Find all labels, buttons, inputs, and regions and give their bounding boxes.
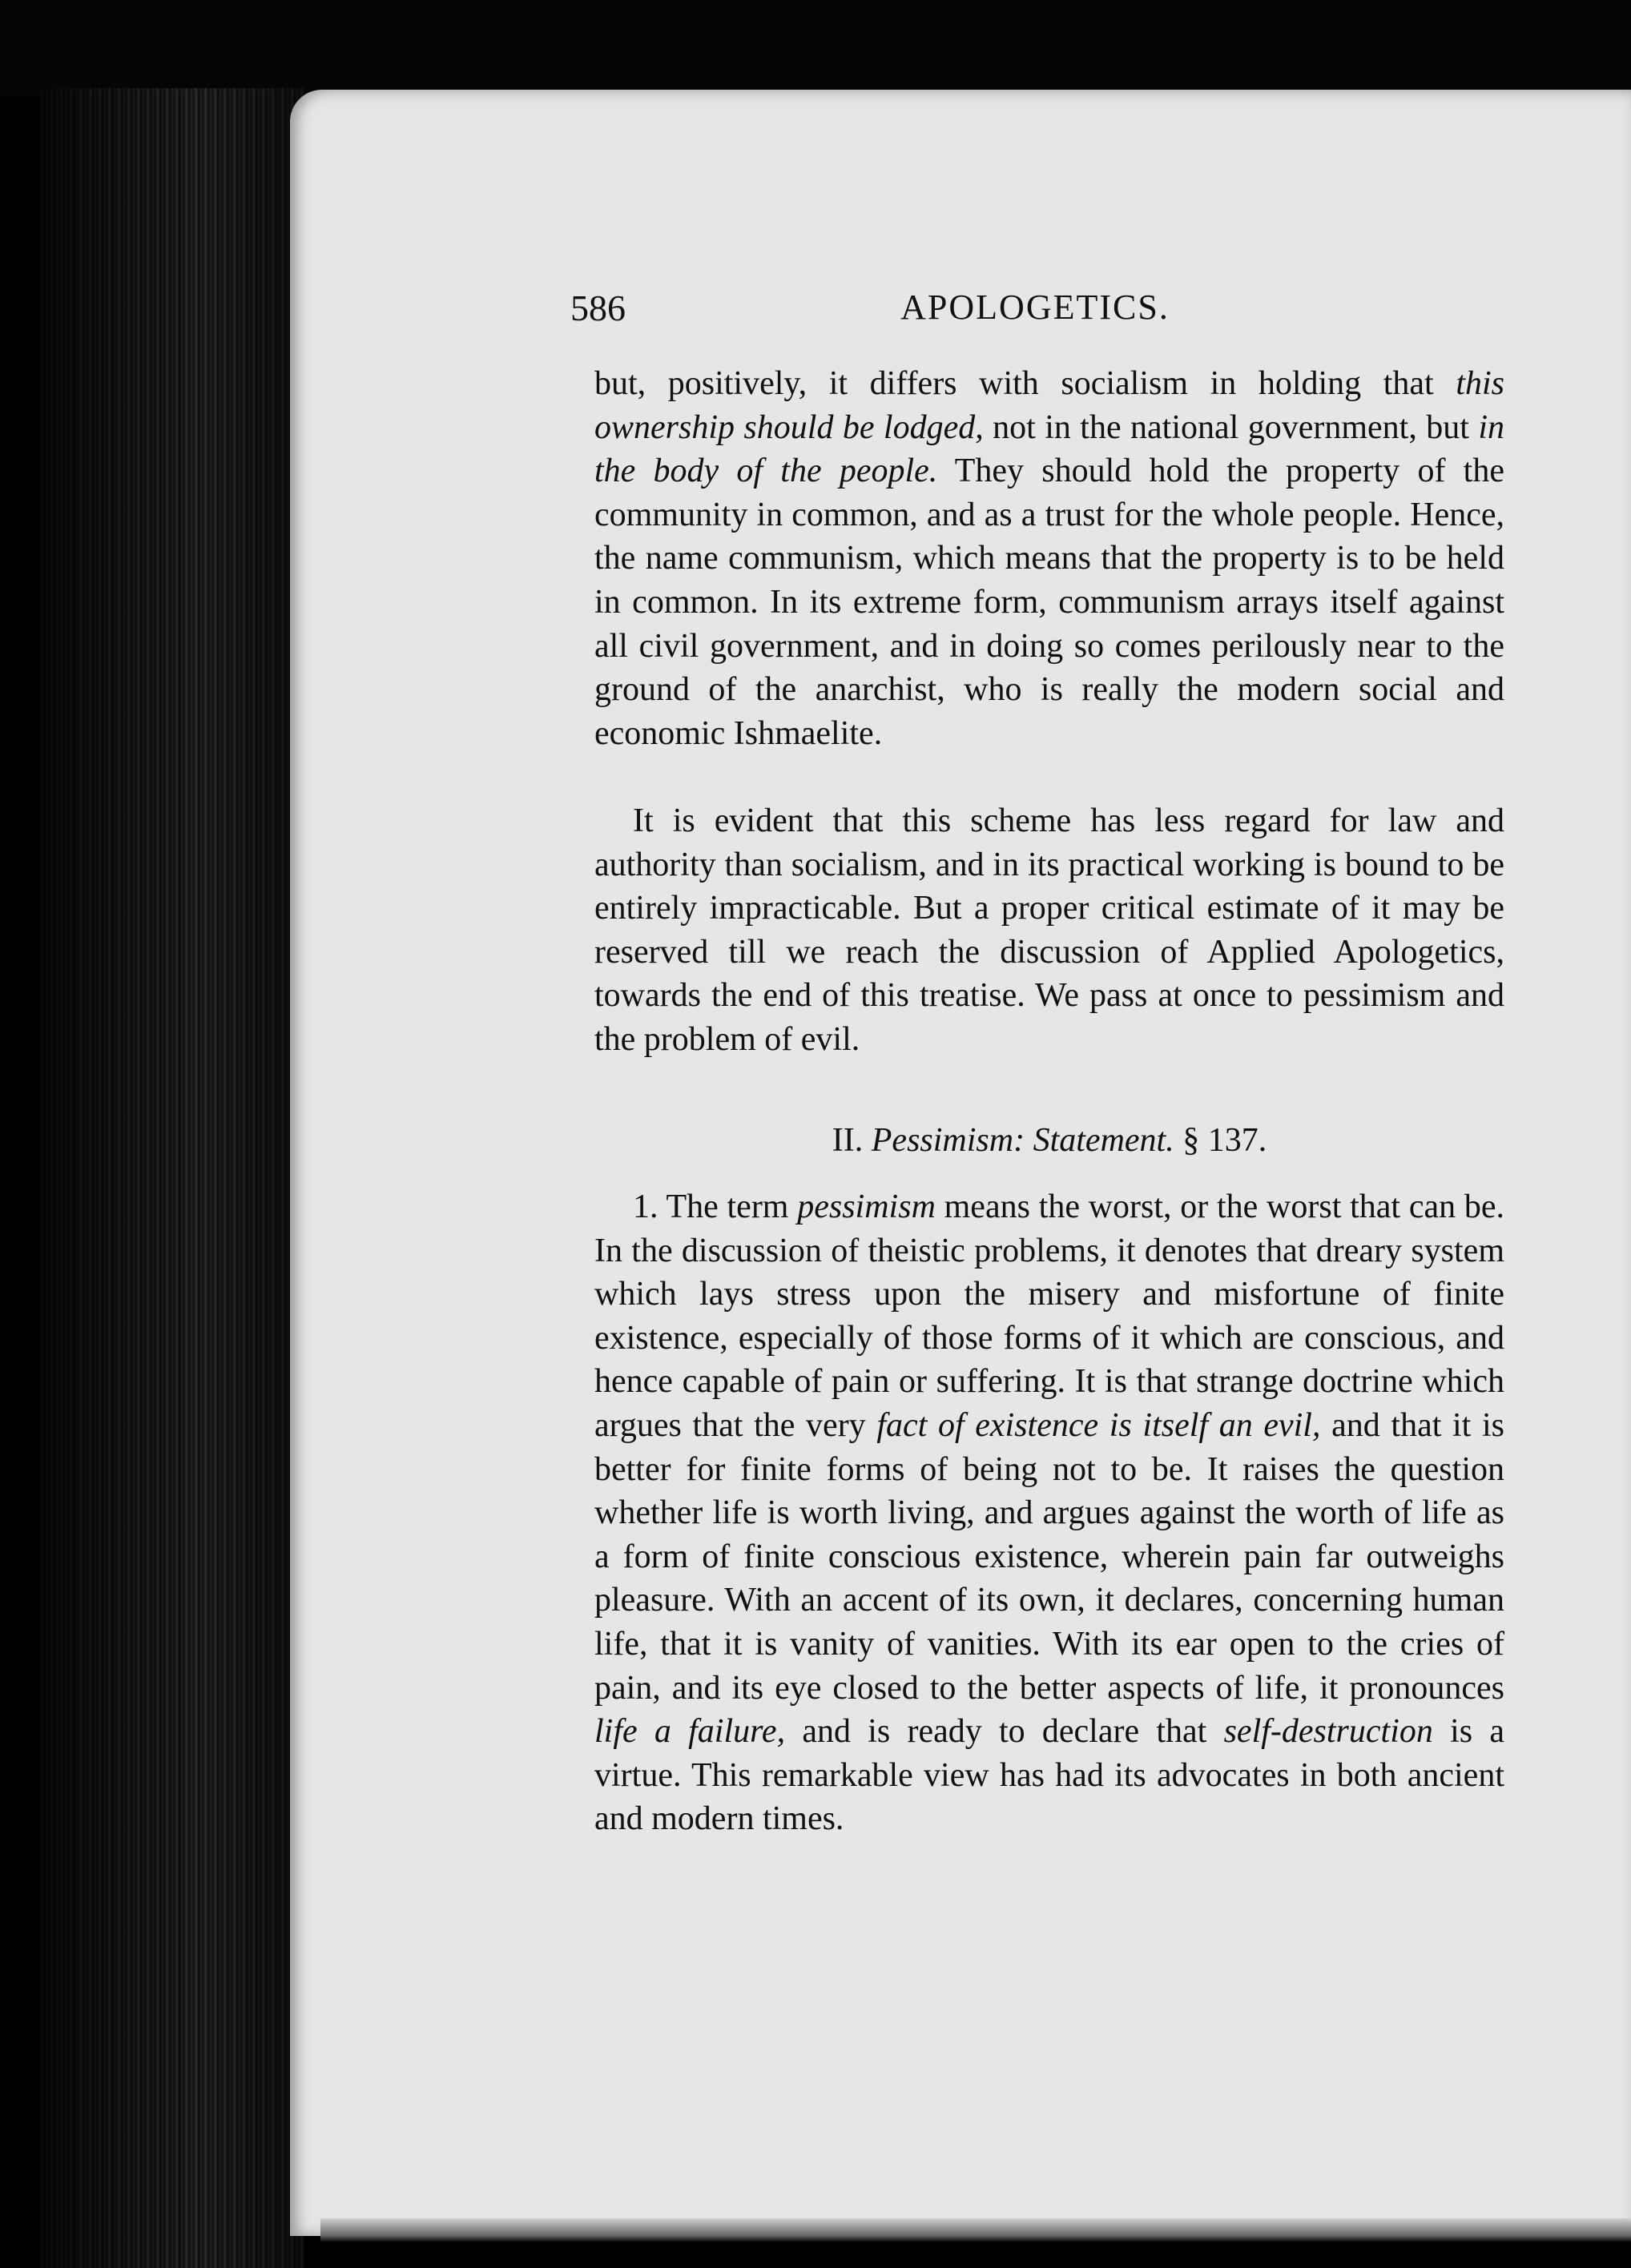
paragraph-1-text-b: not in the national government, but [983,408,1479,446]
paragraph-1-text-a: but, positively, it differs with socialism in holding that [594,365,1456,402]
paragraph-3-text-c: and that it is better for finite forms of being not to be. It raises the question whether life is worth living, and argues against the worth of life as a form of finite conscious existence, wherein pain far outweighs pleasure. With an accent of its own, it declares, concerning human life, that it is vanity of vanities. With its ear open to the cries of pain, and its eye closed to the better aspects of life, it pronounces [594,1406,1504,1707]
page-bottom-edge [320,2218,1631,2242]
paragraph-1-emphasis-a: this ownership should be lodged, [594,365,1504,446]
paragraph-1-text-c: They should hold the property of the community in common, and as a trust for the whole people. Hence, the name communism, which means that the property is to be held in common. In its extreme form, communism arrays itself against all civil government, and in doing so comes perilously near to the ground of the anarchist, who is really the modern social and economic Ishmaelite. [594,452,1504,752]
paragraph-3-emphasis-a: pessimism [797,1188,936,1225]
paragraph-1-emphasis-b: in the body of the people. [594,408,1504,490]
section-heading-title: Pessimism: Statement. [871,1122,1174,1159]
paragraph-3 [594,1185,1504,1841]
paragraph-3-emphasis-b: fact of existence is itself an evil, [876,1406,1321,1444]
section-heading [594,1121,1504,1160]
paragraph-3-text-a: 1. The term [633,1188,798,1225]
scan-background [0,0,1631,96]
page-number: 586 [570,288,626,328]
paragraph-3-emphasis-c: life a failure, [594,1713,786,1751]
paragraph-3-text-b: means the worst, or the worst that can be. In the discussion of theistic problems, it denotes that dreary system which lays stress upon the misery and misfortune of finite existence, especially of those forms of it which are conscious, and hence capable of pain or suffering. It is that strange doctrine which argues that the very [594,1188,1504,1444]
paragraph-3-text-d: and is ready to declare that [785,1713,1224,1751]
running-title: APOLOGETICS. [900,288,1170,327]
paragraph-1 [594,362,1504,755]
paragraph-2 [594,799,1504,1062]
paragraph-3-emphasis-d: self-destruction [1223,1713,1433,1751]
book-page-edges [40,88,304,2268]
section-heading-numeral: II. [832,1122,872,1159]
running-head [570,287,1500,343]
paragraph-2-text: It is evident that this scheme has less regard for law and authority than socialism, and in its practical working is bound to be entirely impracticable. But a proper critical estimate of it may be reserved till we reach the discussion of Applied Apologetics, towards the end of this treatise. We pass at once to pessimism and the problem of evil. [594,802,1504,1058]
section-heading-number: § 137. [1174,1122,1267,1159]
paragraph-3-text-e: is a virtue. This remarkable view has had its advocates in both ancient and modern times. [594,1713,1505,1838]
